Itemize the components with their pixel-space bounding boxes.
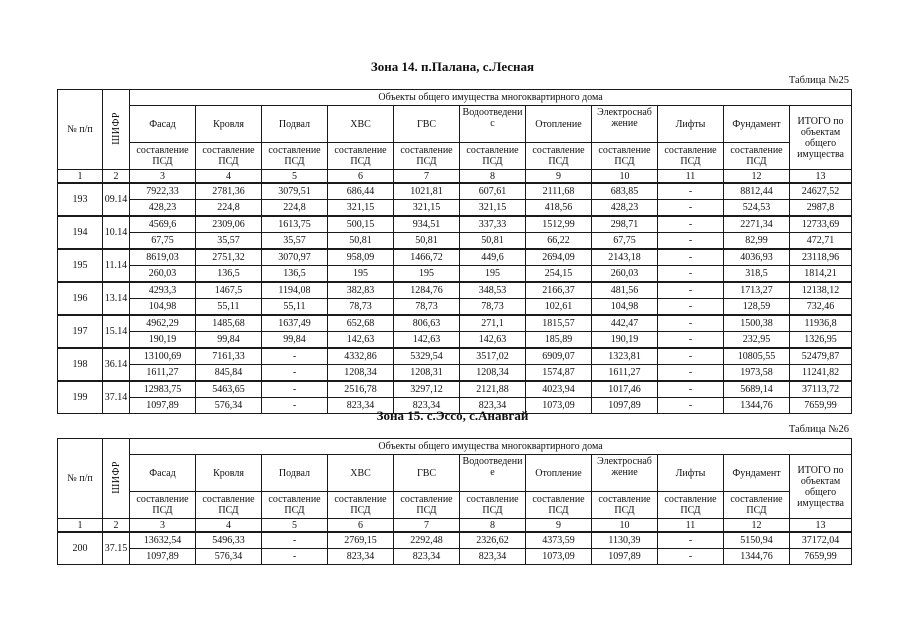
cell-value: 190,19 [130,332,196,349]
table-row [58,233,852,250]
cell-value: 4036,93 [724,249,790,266]
col-number-12: 13 [790,170,852,184]
cell-value: 607,61 [460,183,526,200]
header-col-0: Фасад [130,106,196,143]
cell-value: 732,46 [790,299,852,316]
cell-value: - [658,348,724,365]
cell-value: 934,51 [394,216,460,233]
cell-value: 4373,59 [526,532,592,549]
header-sub-8: составление ПСД [658,143,724,170]
cell-value: 4023,94 [526,381,592,398]
cell-value: - [262,398,328,414]
cell-value: - [658,216,724,233]
cell-value: 190,19 [592,332,658,349]
cell-value: 4569,6 [130,216,196,233]
col-number-9: 10 [592,519,658,533]
header-col-2: Подвал [262,106,328,143]
row-code: 15.14 [103,315,130,348]
col-number-9: 10 [592,170,658,184]
cell-value: 1611,27 [130,365,196,382]
table-row [58,315,852,332]
header-col-4: ГВС [394,455,460,492]
cell-value: 1326,95 [790,332,852,349]
cell-value: 1208,34 [328,365,394,382]
header-col-0: Фасад [130,455,196,492]
header-sub-6: составление ПСД [526,492,592,519]
table-row [58,381,852,398]
cell-value: 224,8 [196,200,262,217]
header-objects: Объекты общего имущества многоквартирного дома [130,90,852,106]
cell-value: 2166,37 [526,282,592,299]
cell-value: 260,03 [592,266,658,283]
cell-value: 10805,55 [724,348,790,365]
cell-value: 1500,38 [724,315,790,332]
col-number-2: 3 [130,170,196,184]
cell-value: 2326,62 [460,532,526,549]
header-code-label: ШИФР [110,111,122,145]
row-num: 195 [58,249,103,282]
cell-value: 3070,97 [262,249,328,266]
cell-value: 500,15 [328,216,394,233]
cell-value: 449,6 [460,249,526,266]
cell-value: 3079,51 [262,183,328,200]
cell-value: 428,23 [130,200,196,217]
cell-value: 78,73 [328,299,394,316]
cell-value: 1097,89 [130,398,196,414]
header-num: № п/п [58,439,103,519]
row-num: 199 [58,381,103,414]
cell-value: 4293,3 [130,282,196,299]
cell-value: 2143,18 [592,249,658,266]
header-sub-1: составление ПСД [196,143,262,170]
row-code: 11.14 [103,249,130,282]
cell-value: 472,71 [790,233,852,250]
cell-value: 7659,99 [790,549,852,565]
cell-value: 576,34 [196,398,262,414]
col-number-0: 1 [58,519,103,533]
cell-value: - [658,532,724,549]
header-col-5: Водоотведени с [460,106,526,143]
cell-value: 1208,31 [394,365,460,382]
table-row [58,183,852,200]
col-number-3: 4 [196,170,262,184]
cell-value: - [658,266,724,283]
cell-value: - [262,365,328,382]
header-col-9: Фундамент [724,455,790,492]
cell-value: 1194,08 [262,282,328,299]
col-number-10: 11 [658,170,724,184]
header-sub-0: составление ПСД [130,143,196,170]
cell-value: 55,11 [196,299,262,316]
cell-value: 1344,76 [724,549,790,565]
cell-value: 5496,33 [196,532,262,549]
header-sub-6: составление ПСД [526,143,592,170]
cell-value: - [658,282,724,299]
header-sub-7: составление ПСД [592,143,658,170]
cell-value: 1208,34 [460,365,526,382]
cell-value: - [658,549,724,565]
col-number-7: 8 [460,519,526,533]
cell-value: 823,34 [394,549,460,565]
cell-value: 78,73 [460,299,526,316]
cell-value: 321,15 [328,200,394,217]
cell-value: - [262,532,328,549]
cell-value: 5463,65 [196,381,262,398]
header-col-1: Кровля [196,106,262,143]
row-code: 09.14 [103,183,130,216]
col-number-7: 8 [460,170,526,184]
cell-value: 6909,07 [526,348,592,365]
cell-value: - [658,183,724,200]
cell-value: 652,68 [328,315,394,332]
cell-value: 13100,69 [130,348,196,365]
cell-value: 823,34 [328,398,394,414]
cell-value: 7161,33 [196,348,262,365]
header-col-6: Отопление [526,106,592,143]
cell-value: 136,5 [262,266,328,283]
cell-value: 50,81 [460,233,526,250]
cell-value: 1637,49 [262,315,328,332]
table-row [58,299,852,316]
table26-label: Таблица №26 [788,424,849,435]
cell-value: 1344,76 [724,398,790,414]
cell-value: 260,03 [130,266,196,283]
table25-label: Таблица №25 [788,75,849,86]
col-number-1: 2 [103,519,130,533]
table-row [58,266,852,283]
cell-value: 958,09 [328,249,394,266]
cell-value: 321,15 [460,200,526,217]
cell-value: 428,23 [592,200,658,217]
cell-value: - [658,332,724,349]
cell-value: 271,1 [460,315,526,332]
cell-value: 1323,81 [592,348,658,365]
cell-value: - [658,200,724,217]
header-total: ИТОГО по объектам общего имущества [790,106,852,170]
cell-value: 1973,58 [724,365,790,382]
cell-value: 348,53 [460,282,526,299]
cell-value: 78,73 [394,299,460,316]
cell-value: 686,44 [328,183,394,200]
cell-value: 1467,5 [196,282,262,299]
row-code: 13.14 [103,282,130,315]
cell-value: - [262,549,328,565]
cell-value: 2516,78 [328,381,394,398]
header-col-3: ХВС [328,106,394,143]
cell-value: 254,15 [526,266,592,283]
cell-value: 104,98 [592,299,658,316]
row-num: 200 [58,532,103,565]
cell-value: 418,56 [526,200,592,217]
cell-value: 7922,33 [130,183,196,200]
header-sub-9: составление ПСД [724,143,790,170]
row-code: 36.14 [103,348,130,381]
cell-value: 99,84 [262,332,328,349]
header-col-7: Электроснаб жение [592,455,658,492]
header-sub-2: составление ПСД [262,143,328,170]
cell-value: 11936,8 [790,315,852,332]
header-sub-5: составление ПСД [460,143,526,170]
header-sub-0: составление ПСД [130,492,196,519]
header-col-6: Отопление [526,455,592,492]
header-col-3: ХВС [328,455,394,492]
cell-value: - [658,315,724,332]
cell-value: 2694,09 [526,249,592,266]
table-row [58,348,852,365]
cell-value: 1021,81 [394,183,460,200]
header-objects: Объекты общего имущества многоквартирного дома [130,439,852,455]
row-num: 193 [58,183,103,216]
cell-value: 50,81 [328,233,394,250]
cell-value: 4962,29 [130,315,196,332]
cell-value: 35,57 [196,233,262,250]
cell-value: 1097,89 [592,549,658,565]
cell-value: 2751,32 [196,249,262,266]
col-number-5: 6 [328,170,394,184]
cell-value: 102,61 [526,299,592,316]
cell-value: 298,71 [592,216,658,233]
cell-value: 2769,15 [328,532,394,549]
header-sub-2: составление ПСД [262,492,328,519]
row-num: 194 [58,216,103,249]
cell-value: 442,47 [592,315,658,332]
cell-value: 66,22 [526,233,592,250]
cell-value: 99,84 [196,332,262,349]
cell-value: 1611,27 [592,365,658,382]
cell-value: 576,34 [196,549,262,565]
col-number-12: 13 [790,519,852,533]
cell-value: 2987,8 [790,200,852,217]
cell-value: 136,5 [196,266,262,283]
header-col-8: Лифты [658,106,724,143]
cell-value: 2271,34 [724,216,790,233]
col-number-11: 12 [724,170,790,184]
header-col-7: Электроснаб жение [592,106,658,143]
cell-value: - [658,299,724,316]
col-number-8: 9 [526,170,592,184]
table-row [58,532,852,549]
cell-value: 1097,89 [130,549,196,565]
cell-value: 1485,68 [196,315,262,332]
cell-value: 4332,86 [328,348,394,365]
cell-value: 1574,87 [526,365,592,382]
cell-value: 142,63 [394,332,460,349]
row-num: 196 [58,282,103,315]
row-num: 197 [58,315,103,348]
cell-value: 481,56 [592,282,658,299]
cell-value: 2781,36 [196,183,262,200]
header-sub-4: составление ПСД [394,143,460,170]
col-number-5: 6 [328,519,394,533]
cell-value: 12983,75 [130,381,196,398]
cell-value: 2292,48 [394,532,460,549]
cell-value: - [658,233,724,250]
cell-value: 128,59 [724,299,790,316]
cell-value: 2309,06 [196,216,262,233]
cell-value: 67,75 [592,233,658,250]
cell-value: 224,8 [262,200,328,217]
header-sub-3: составление ПСД [328,492,394,519]
cell-value: 318,5 [724,266,790,283]
cell-value: 11241,82 [790,365,852,382]
header-col-8: Лифты [658,455,724,492]
cell-value: 524,53 [724,200,790,217]
cell-value: 195 [394,266,460,283]
cell-value: 1815,57 [526,315,592,332]
cell-value: - [262,348,328,365]
header-sub-5: составление ПСД [460,492,526,519]
header-code [103,439,130,519]
header-sub-3: составление ПСД [328,143,394,170]
row-code: 37.15 [103,532,130,565]
header-total: ИТОГО по объектам общего имущества [790,455,852,519]
table-26 [57,438,852,565]
cell-value: 1017,46 [592,381,658,398]
cell-value: - [262,381,328,398]
cell-value: 1284,76 [394,282,460,299]
cell-value: 1073,09 [526,549,592,565]
cell-value: 1613,75 [262,216,328,233]
cell-value: 142,63 [328,332,394,349]
cell-value: 67,75 [130,233,196,250]
header-sub-9: составление ПСД [724,492,790,519]
cell-value: 8619,03 [130,249,196,266]
header-num: № п/п [58,90,103,170]
cell-value: 823,34 [460,549,526,565]
cell-value: 52479,87 [790,348,852,365]
cell-value: - [658,249,724,266]
cell-value: 1097,89 [592,398,658,414]
cell-value: 12733,69 [790,216,852,233]
cell-value: 806,63 [394,315,460,332]
table-row [58,249,852,266]
col-number-11: 12 [724,519,790,533]
cell-value: - [658,365,724,382]
cell-value: 185,89 [526,332,592,349]
cell-value: 1130,39 [592,532,658,549]
cell-value: 1073,09 [526,398,592,414]
table-row [58,282,852,299]
cell-value: 683,85 [592,183,658,200]
zone14-title: Зона 14. п.Палана, с.Лесная [370,59,535,74]
cell-value: 35,57 [262,233,328,250]
header-col-4: ГВС [394,106,460,143]
cell-value: 1814,21 [790,266,852,283]
cell-value: 195 [460,266,526,283]
cell-value: 232,95 [724,332,790,349]
header-sub-8: составление ПСД [658,492,724,519]
table-row [58,549,852,565]
col-number-4: 5 [262,519,328,533]
table-row [58,200,852,217]
cell-value: 823,34 [328,549,394,565]
col-number-0: 1 [58,170,103,184]
col-number-6: 7 [394,170,460,184]
cell-value: 13632,54 [130,532,196,549]
col-number-1: 2 [103,170,130,184]
header-code [103,90,130,170]
cell-value: 5150,94 [724,532,790,549]
header-col-1: Кровля [196,455,262,492]
cell-value: 823,34 [460,398,526,414]
col-number-4: 5 [262,170,328,184]
cell-value: 823,34 [394,398,460,414]
cell-value: 1512,99 [526,216,592,233]
col-number-8: 9 [526,519,592,533]
header-col-2: Подвал [262,455,328,492]
row-num: 198 [58,348,103,381]
table-row [58,332,852,349]
cell-value: 23118,96 [790,249,852,266]
cell-value: - [658,381,724,398]
col-number-10: 11 [658,519,724,533]
zone15-title: Зона 15. с.Эссо, с.Анавгай [376,408,529,423]
cell-value: 7659,99 [790,398,852,414]
cell-value: 37172,04 [790,532,852,549]
cell-value: 82,99 [724,233,790,250]
table-row [58,216,852,233]
cell-value: 3297,12 [394,381,460,398]
header-col-9: Фундамент [724,106,790,143]
header-col-5: Водоотведени е [460,455,526,492]
row-code: 10.14 [103,216,130,249]
cell-value: 2121,88 [460,381,526,398]
cell-value: 382,83 [328,282,394,299]
cell-value: - [658,398,724,414]
cell-value: 321,15 [394,200,460,217]
cell-value: 142,63 [460,332,526,349]
cell-value: 195 [328,266,394,283]
col-number-2: 3 [130,519,196,533]
cell-value: 104,98 [130,299,196,316]
row-code: 37.14 [103,381,130,414]
cell-value: 3517,02 [460,348,526,365]
cell-value: 37113,72 [790,381,852,398]
header-code-label: ШИФР [110,460,122,494]
table-row [58,365,852,382]
cell-value: 2111,68 [526,183,592,200]
cell-value: 5329,54 [394,348,460,365]
header-sub-7: составление ПСД [592,492,658,519]
header-sub-1: составление ПСД [196,492,262,519]
cell-value: 5689,14 [724,381,790,398]
cell-value: 1713,27 [724,282,790,299]
cell-value: 24627,52 [790,183,852,200]
header-sub-4: составление ПСД [394,492,460,519]
col-number-6: 7 [394,519,460,533]
col-number-3: 4 [196,519,262,533]
cell-value: 55,11 [262,299,328,316]
cell-value: 50,81 [394,233,460,250]
cell-value: 845,84 [196,365,262,382]
cell-value: 1466,72 [394,249,460,266]
cell-value: 337,33 [460,216,526,233]
table-25 [57,89,852,414]
cell-value: 12138,12 [790,282,852,299]
cell-value: 8812,44 [724,183,790,200]
